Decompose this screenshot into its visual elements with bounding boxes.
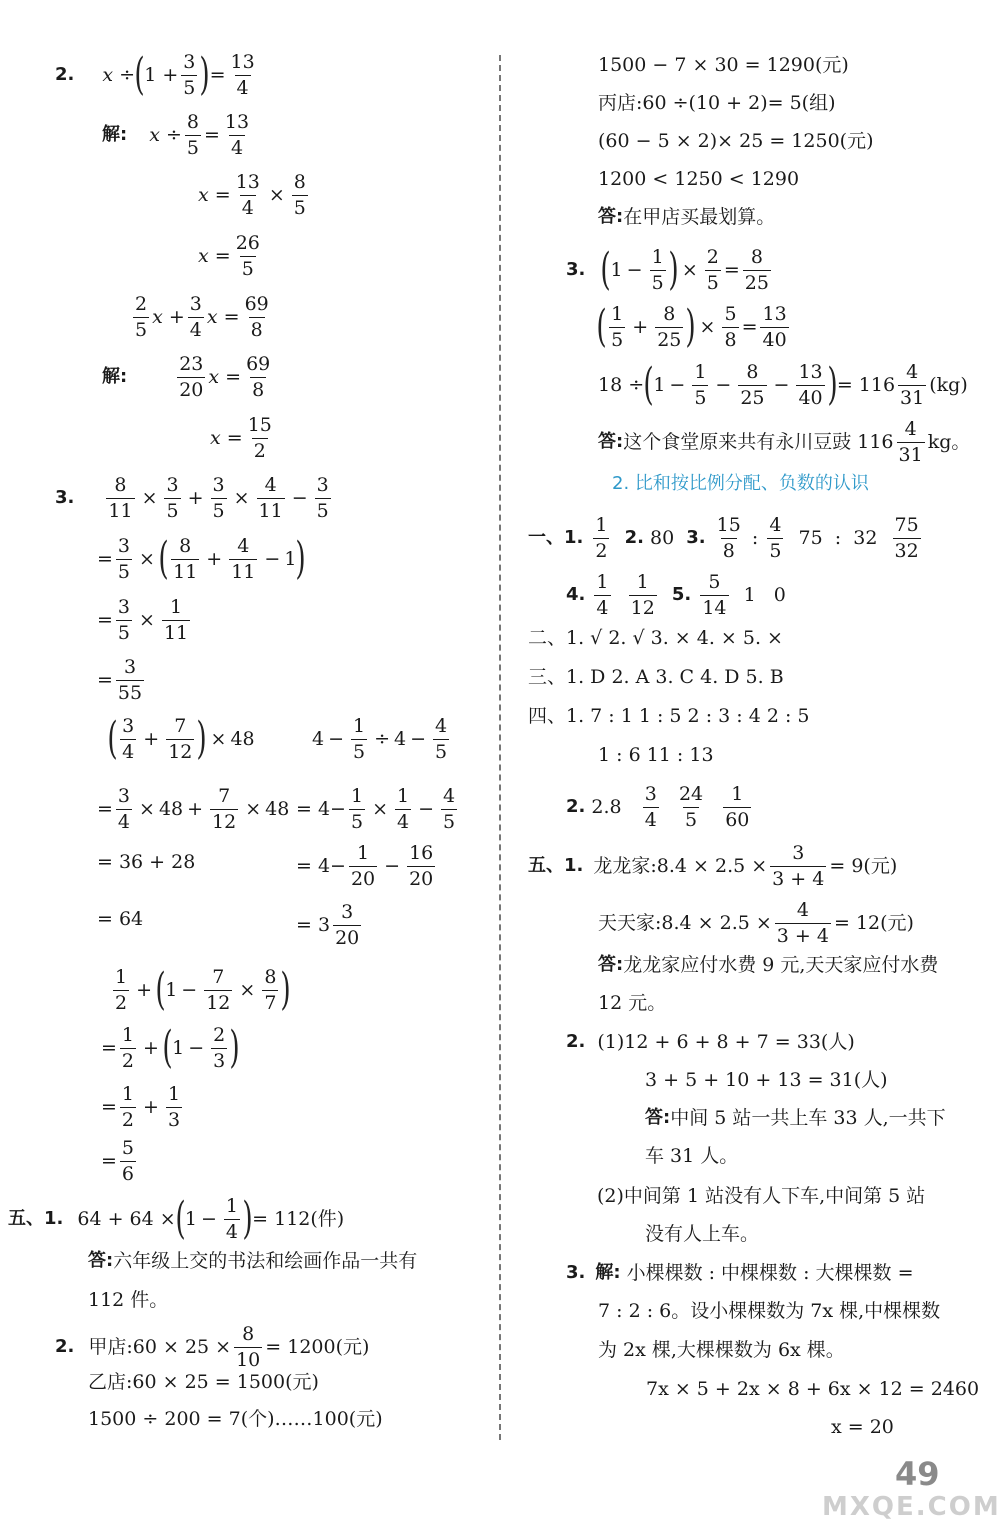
page-number: 49 xyxy=(895,1455,940,1493)
column-divider xyxy=(499,55,501,1440)
section-title: 2. 比和按比例分配、负数的认识 xyxy=(612,473,869,494)
expression-3c: 4 − $\frac{1}{5}$ ÷ 4 − $\frac{4}{5}$ xyxy=(312,714,448,763)
expression-3a: 3. $\frac{8}{11}$ × $\frac{3}{5}$ + $\frac{3}{5}$ × $\frac{4}{11}$ − $\frac{3}{5}$ xyxy=(55,473,329,522)
answer-text: 六年级上交的书法和绘画作品一共有 xyxy=(113,1250,418,1272)
equation-2a-step1: 解: x ÷ $\frac{8}{5}$ = 13 4 xyxy=(102,110,250,159)
ratio-text: 小棵棵数 : 中棵棵数 : 大棵棵数 = xyxy=(626,1262,914,1284)
part-5-3c: 为 2x 棵,大棵棵数为 6x 棵。 xyxy=(598,1339,845,1361)
expression-3d-step2: = 1 2 + $\frac{1}{3}$ xyxy=(101,1082,181,1131)
expression-3a-step2: = $\frac{3}{5}$ × $\frac{1}{11}$ xyxy=(97,595,189,644)
equation-2b: 2 5 x + 3 4 x = 69 8 xyxy=(135,292,269,341)
answer-text: 在甲店买最划算。 xyxy=(623,206,776,228)
item-label: 五、1. xyxy=(8,1208,64,1229)
answer-5-2 xyxy=(598,203,775,231)
answer-label: 答: xyxy=(598,431,624,452)
answer-label: 答: xyxy=(88,1250,114,1271)
calc-line-4: 1200 < 1250 < 1290 xyxy=(598,168,800,190)
expression-3b: ( 3 4 + $\frac{7}{12}$ ) × 48 xyxy=(107,713,255,764)
part-5-2-p2a: (2)中间第 1 站没有人下车,中间第 5 站 xyxy=(597,1185,926,1207)
calc-line-1: 1500 − 7 × 30 = 1290(元) xyxy=(598,54,849,76)
part-5-3a xyxy=(566,1259,914,1287)
part-5-3-equation: 7x × 5 + 2x × 8 + 6x × 12 = 2460 xyxy=(646,1378,980,1400)
answer-5-3: 答: 这个食堂原来共有永川豆豉 116 4 31 kg。 xyxy=(598,417,971,466)
problem-5-2-jia: 2. 甲店:60 × 25 × $\frac{8}{10}$ = 1200(元) xyxy=(55,1322,370,1371)
part-5-3-result: x = 20 xyxy=(831,1416,894,1438)
expression-3d-step1: = 1 2 + ( 1 − $\frac{2}{3}$ ) xyxy=(101,1022,240,1073)
solution-label: 解: xyxy=(102,124,128,145)
part-2-row: 二、1. √ 2. √ 3. × 4. × 5. × xyxy=(528,627,783,649)
answer-part-5-1a xyxy=(598,951,938,979)
part-5-2-1 xyxy=(566,1028,855,1056)
part-4-row-2: 1 : 6 11 : 13 xyxy=(598,744,714,766)
answer-label: 答: xyxy=(645,1107,671,1128)
answer-part-5-1b: 12 元。 xyxy=(598,992,667,1014)
equation-2b-step2: x = 15 2 xyxy=(210,413,272,462)
problem-5-3a: 3. ( 1 − $\frac{1}{5}$ ) × $\frac{2}{5}$ = 8 25 xyxy=(566,244,769,295)
calc-line-2: 丙店:60 ÷(10 + 2)= 5(组) xyxy=(598,92,836,114)
item-label: 3. xyxy=(55,487,75,508)
part-4-row-1: 四、1. 7 : 1 1 : 5 2 : 3 : 4 2 : 5 xyxy=(528,705,810,727)
solution-label: 解: xyxy=(102,366,128,387)
equation-2a-step3: x = 26 5 xyxy=(198,231,260,280)
equation-2a-step2: x = $\frac{13}{4}$ × $\frac{8}{5}$ xyxy=(198,170,306,219)
expression-3a-step3: = 3 55 xyxy=(97,655,143,704)
problem-5-2-yi-2: 1500 ÷ 200 = 7(个)……100(元) xyxy=(88,1408,383,1430)
item-label: 五、1. xyxy=(528,855,584,876)
expression-3c-step3: = 3 3 20 xyxy=(296,900,360,949)
item-label: 3. xyxy=(566,259,586,280)
answer-part-5-2b: 车 31 人。 xyxy=(645,1145,739,1167)
answer-part-5-2a xyxy=(645,1104,946,1132)
expression-3b-step1: = $\frac{3}{4}$ × 48 + $\frac{7}{12}$ × 48 xyxy=(97,784,290,833)
item-label: 3. xyxy=(566,1262,586,1283)
part-5-1-tiantian: 天天家:8.4 × 2.5 × 4 3 + 4 = 12(元) xyxy=(598,898,914,947)
answer-5-1b: 112 件。 xyxy=(88,1289,169,1311)
part-5-3b: 7 : 2 : 6。设小棵棵数为 7x 棵,中棵棵数 xyxy=(598,1300,941,1322)
expression-3b-step2: = 36 + 28 xyxy=(97,851,196,873)
problem-5-3b: ( 1 5 + $\frac{8}{25}$ ) × $\frac{5}{8}$ = 13 40 xyxy=(596,301,787,352)
part-5-2-p2b: 没有人上车。 xyxy=(645,1223,760,1245)
calc-line-3: (60 − 5 × 2)× 25 = 1250(元) xyxy=(598,130,874,152)
part-1-row-2: 4. 1 4 1 12 5. 5 14 1 0 xyxy=(566,570,786,619)
answer-label: 答: xyxy=(598,954,624,975)
expression-3b-step3: = 64 xyxy=(97,908,144,930)
item-label: 2. xyxy=(55,64,75,85)
expression-3c-step1: = 4− $\frac{1}{5}$ × $\frac{1}{4}$ − $\frac{4}{5}$ xyxy=(296,784,456,833)
part-1-row-1: 一、1. 1 2 2. 80 3. 15 8 : 4 5 75 : 32 75 32 xyxy=(528,513,919,562)
expression-3c-step2: = 4− 1 20 − $\frac{16}{20}$ xyxy=(296,841,434,890)
item-label: 一、1. xyxy=(528,527,584,548)
part-3-row: 三、1. D 2. A 3. C 4. D 5. B xyxy=(528,666,784,688)
expression-3a-step1: = $\frac{3}{5}$ × ( 8 11 + $\frac{4}{11}$ − 1 ) xyxy=(97,533,307,584)
problem-5-3c: 18 ÷ ( 1 − $\frac{1}{5}$ − $\frac{8}{25}$ − $\frac{13}{40}$ ) = 116 4 31 (kg) xyxy=(598,359,968,410)
equation-2b-step1: 解: 23 20 x = 69 8 xyxy=(102,352,271,401)
part-4-row-3: 2. 2.8 3 4 24 5 1 60 xyxy=(566,782,750,831)
item-label: 2. xyxy=(566,1031,586,1052)
problem-5-1: 五、1. 64 + 64 × ( 1 − $\frac{1}{4}$ ) = 112(件) xyxy=(8,1193,345,1244)
answer-text: 龙龙家应付水费 9 元,天天家应付水费 xyxy=(623,954,939,976)
watermark-logo: MXQE.COM xyxy=(822,1492,1001,1522)
expression-3d: 1 2 + ( 1 − $\frac{7}{12}$ × $\frac{8}{7}$ ) xyxy=(115,964,292,1015)
part-5-1-longlong: 五、1. 龙龙家:8.4 × 2.5 × $\frac{3}{3 + 4}$ = 9(元) xyxy=(528,841,898,890)
answer-5-1a xyxy=(88,1247,417,1275)
calc-text: (1)12 + 6 + 8 + 7 = 33(人) xyxy=(597,1031,855,1053)
answer-text: 中间 5 站一共上车 33 人,一共下 xyxy=(670,1107,946,1129)
item-label: 2. xyxy=(55,1336,75,1357)
expression-3d-step3: = 5 6 xyxy=(101,1136,135,1185)
equation-2a: 2. x ÷ ( 1 + 3 5 ) = 13 4 xyxy=(55,49,255,100)
problem-5-2-yi: 乙店:60 × 25 = 1500(元) xyxy=(88,1371,319,1393)
part-5-2-2: 3 + 5 + 10 + 13 = 31(人) xyxy=(645,1069,888,1091)
solution-label: 解: xyxy=(595,1262,621,1283)
answer-label: 答: xyxy=(598,206,624,227)
